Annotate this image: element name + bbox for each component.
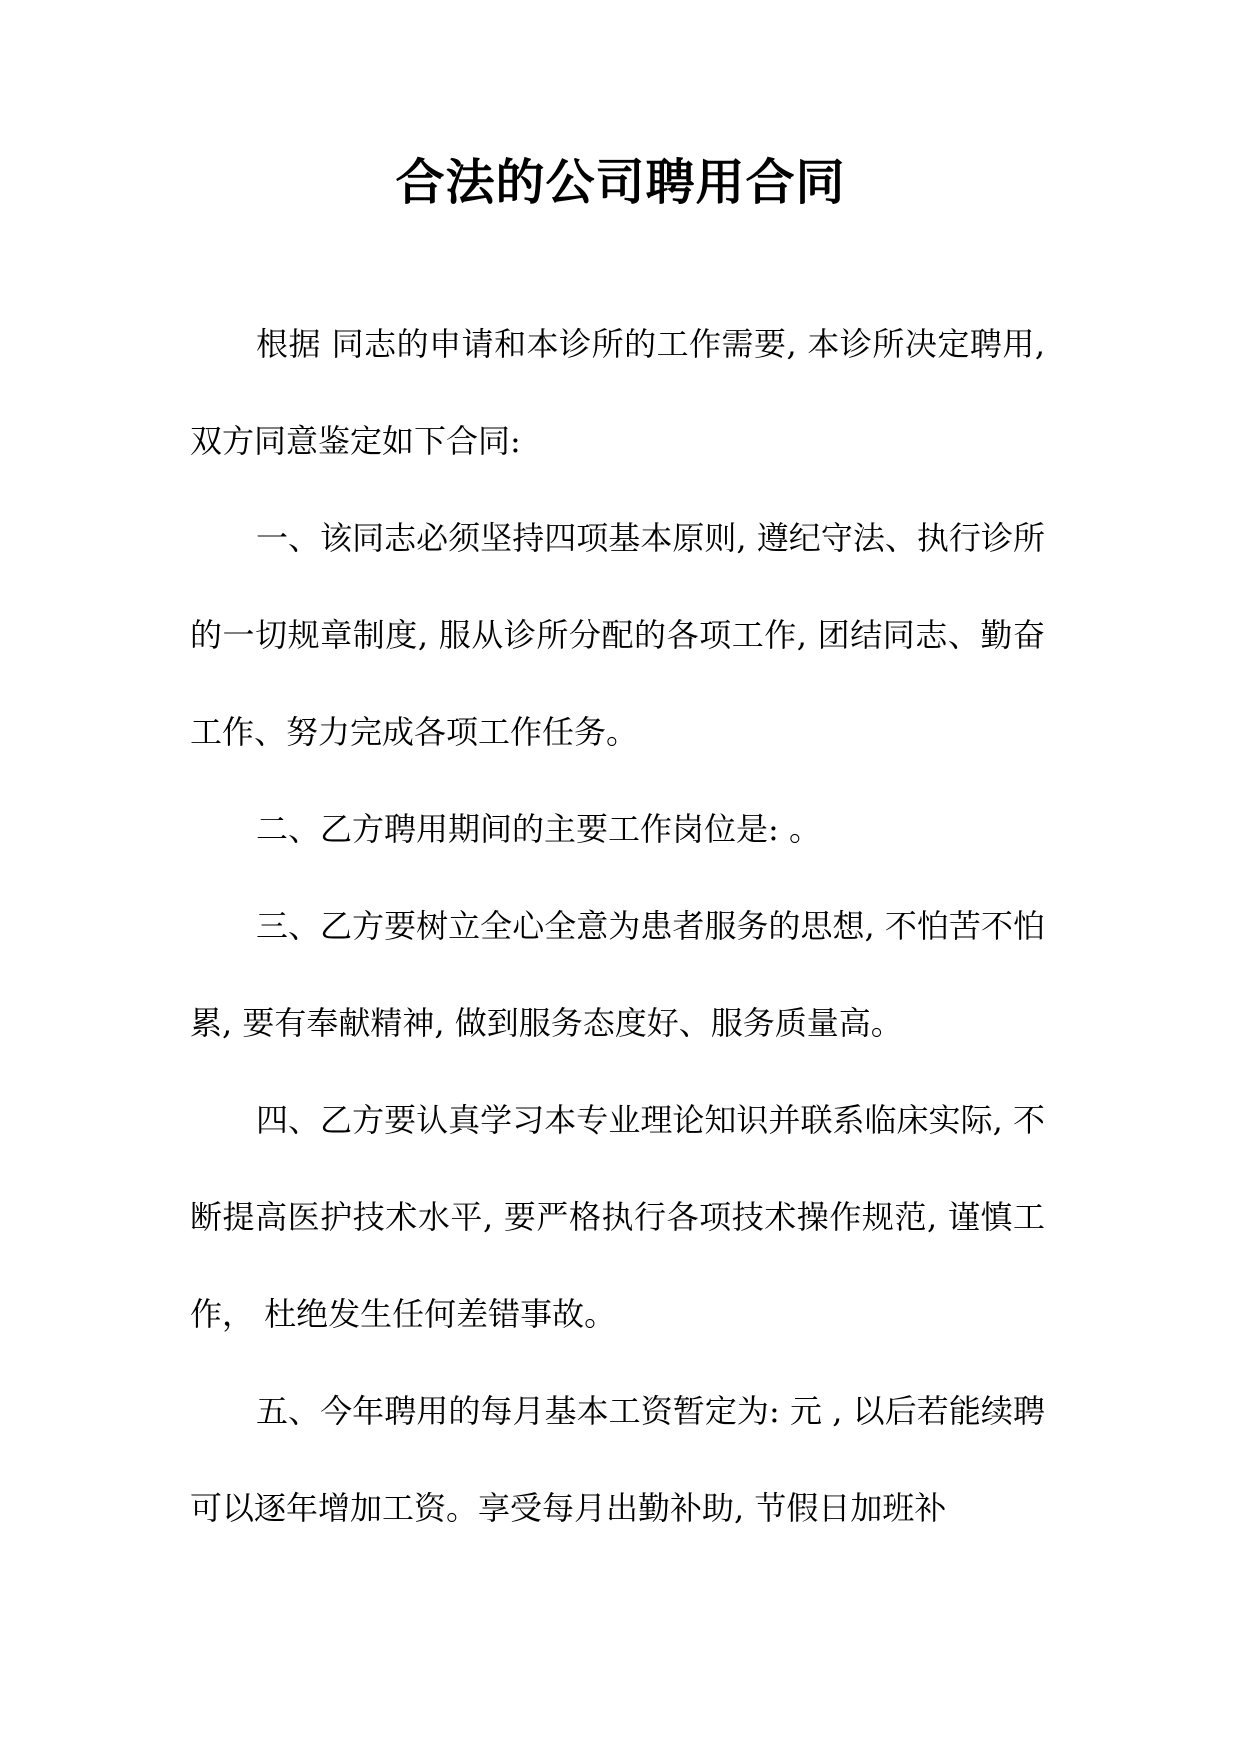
document-title: 合法的公司聘用合同: [395, 154, 846, 211]
document-body: [190, 296, 1045, 1557]
paragraph-clause-4: 四、乙方要认真学习本专业理论知识并联系临床实际, 不断提高医护技术水平, 要严格执行各项技术操作规范, 谨慎工作， 杜绝发生任何差错事故。: [190, 1101, 1045, 1333]
paragraph-intro: 根据 同志的申请和本诊所的工作需要, 本诊所决定聘用, 双方同意鉴定如下合同:: [190, 325, 1045, 460]
paragraph-clause-3: 三、乙方要树立全心全意为患者服务的思想, 不怕苦不怕累, 要有奉献精神, 做到服务态度好、服务质量高。: [190, 907, 1045, 1042]
paragraph-clause-5: 五、今年聘用的每月基本工资暂定为: 元 , 以后若能续聘可以逐年增加工资。享受每月出勤补助, 节假日加班补: [190, 1392, 1045, 1527]
paragraph-clause-1: 一、该同志必须坚持四项基本原则, 遵纪守法、执行诊所的一切规章制度, 服从诊所分配的各项工作, 团结同志、勤奋工作、努力完成各项工作任务。: [190, 519, 1045, 751]
paragraph-clause-2: 二、乙方聘用期间的主要工作岗位是: 。: [256, 810, 821, 848]
